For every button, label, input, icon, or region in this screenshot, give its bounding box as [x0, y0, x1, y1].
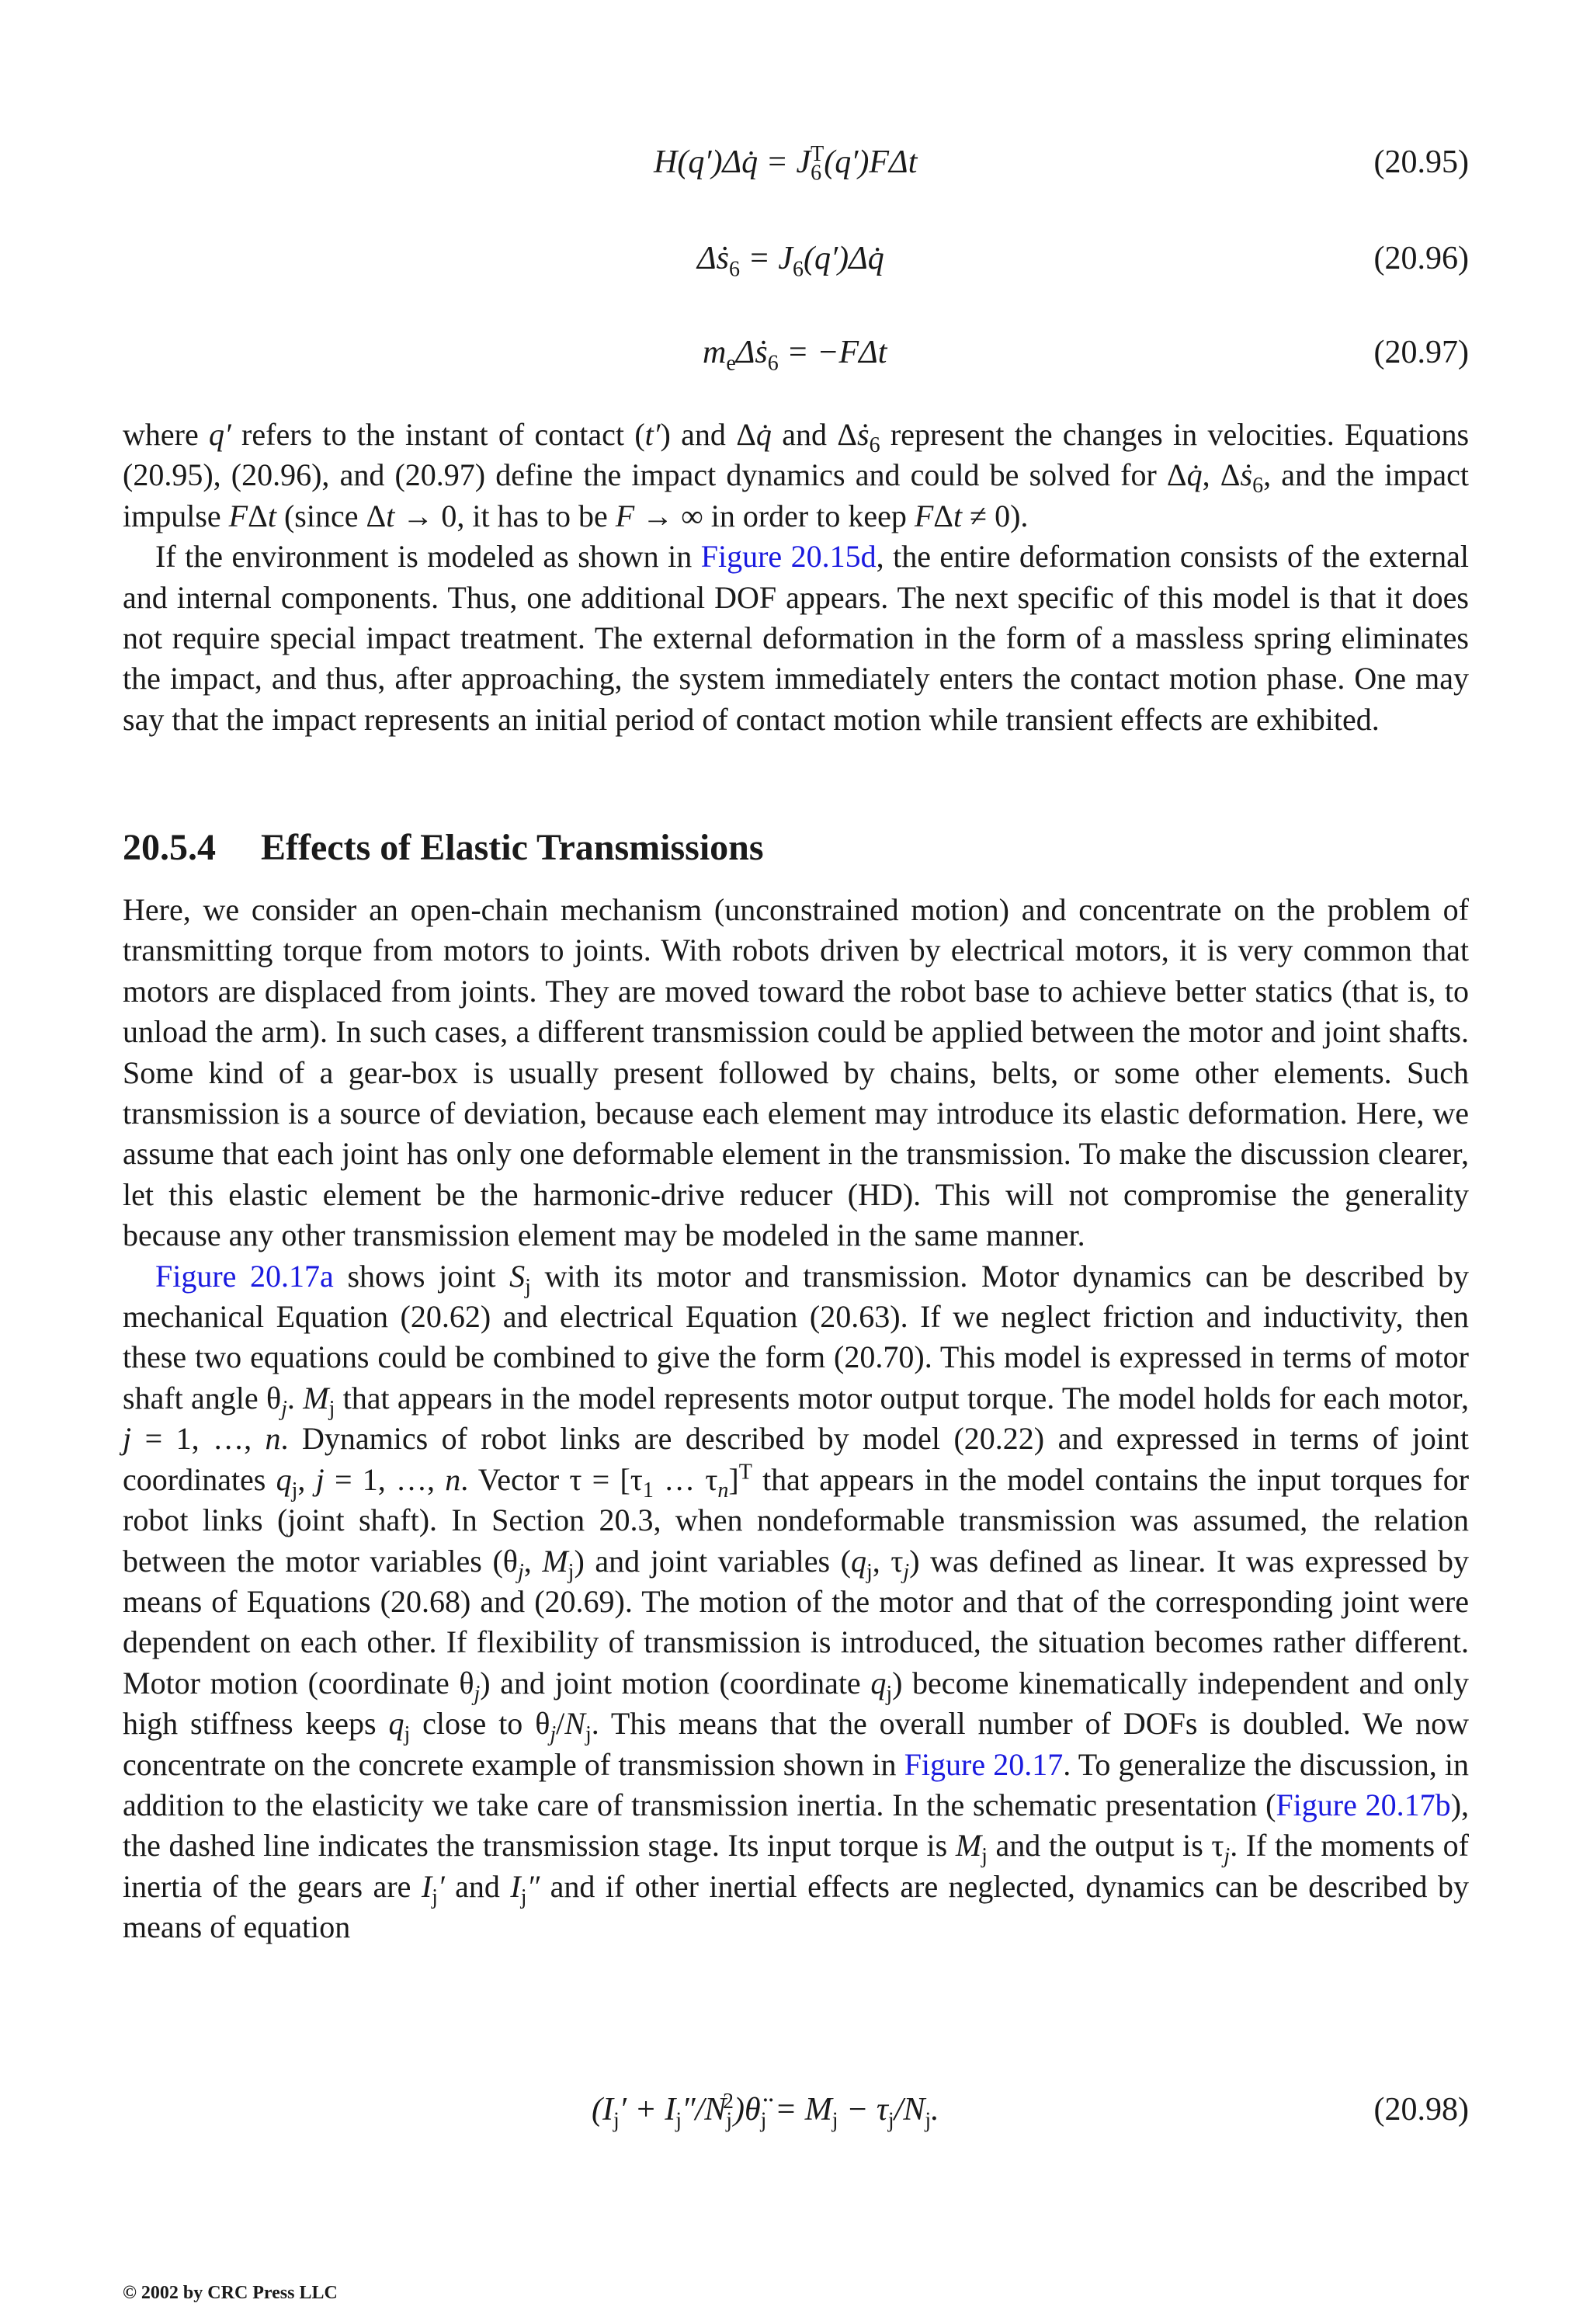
equation-number: (20.95) — [1373, 144, 1469, 180]
equation-body: $m_e\Delta ṡ_6 = -F\Delta t$ — [703, 335, 887, 376]
equation-body: Δṡ$_6$ = $J_6(q')\Delta q̇$ — [697, 241, 884, 282]
paragraph-joint-dynamics: Figure 20.17a shows joint $S_j$ with its motor and transmission. Motor dynamics can be described by mechanical Equation (20.62) and electrical Equation (20.63). If we neglect friction and inductivity, then these two equations could be combined to give the form (20.70). This model is expressed in terms of motor shaft angle $\theta_j$. $M_j$ that appears in the model represents motor output torque. The model holds for each motor, j = 1, …, n. Dynamics of robot links are described by model (20.22) and expressed in terms of joint coordinates $q_j$, j = 1, …, n. Vector $\tau = [\tau_1$ … $\tau_n]^T$ that appears in the model contains the input torques for robot links (joint shaft). In Section 20.3, when nondeformable transmission was assumed, the relation between the motor variables ($\theta_j$, $M_j$) and joint variables ($q_j$, $\tau_j$) was defined as linear. It was expressed by means of Equations (20.68) and (20.69). The motion of the motor and that of the corresponding joint were dependent on each other. If flexibility of transmission is introduced, the situation becomes rather different. Motor motion (coordinate $\theta_j$) and joint motion (coordinate $q_j$) become kinematically independent and only high stiffness keeps $q_j$ close to $\theta_j/N_j$. This means that the overall number of DOFs is doubled. We now concentrate on the concrete example of transmission shown in Figure 20.17. To generalize the discussion, in addition to the elasticity we take care of transmission inertia. In the schematic presentation (Figure 20.17b), the dashed line indicates the transmission stage. Its input torque is $M_j$ and the output is $\tau_j$. If the moments of inertia of the gears are $I_j'$ and $I_j''$ and if other inertial effects are neglected, dynamics can be described by means of equation — [123, 1258, 1470, 1945]
link-figure-20-17b[interactable]: Figure 20.17b — [1276, 1787, 1451, 1822]
copyright-notice: © 2002 by CRC Press LLC — [123, 2283, 338, 2303]
section-number: 20.5.4 — [123, 827, 216, 868]
text-block-1 — [123, 415, 1469, 740]
equation-body: H(q′)Δq̇ = $J_6^T(q')F\Delta t$ — [654, 142, 918, 186]
section-title: Effects of Elastic Transmissions — [261, 827, 764, 868]
section-heading — [123, 825, 764, 871]
link-figure-20-15d[interactable]: Figure 20.15d — [700, 539, 877, 575]
link-figure-20-17[interactable]: Figure 20.17 — [904, 1746, 1064, 1782]
equation-number: (20.98) — [1373, 2092, 1469, 2128]
text-block-2 — [123, 890, 1469, 1948]
paragraph-impact-dynamics: where q′ refers to the instant of contact (t′) and Δq̇ and Δṡ$_6$ represent the changes in velocities. Equations (20.95), (20.96), and (20.97) define the impact dynamics and could be solved for Δq̇, Δṡ$_6$, and the impact impulse FΔt (since Δt → 0, it has to be F → ∞ in order to keep FΔt ≠ 0). — [123, 417, 1470, 533]
paragraph-environment-model: If the environment is modeled as shown in Figure 20.15d, the entire deformation consists of the external and internal components. Thus, one additional DOF appears. The next specific of this model is that it does not require special impact treatment. The external deformation in the form of a massless spring eliminates the impact, and thus, after approaching, the system immediately enters the contact motion phase. One may say that the impact represents an initial period of contact motion while transient effects are exhibited. — [123, 539, 1469, 737]
equation-number: (20.96) — [1373, 241, 1469, 276]
paragraph-transmission-intro: Here, we consider an open-chain mechanism (unconstrained motion) and concentrate on the problem of transmitting torque from motors to joints. With robots driven by electrical motors, it is very common that motors are displaced from joints. They are moved toward the robot base to achieve better statics (that is, to unload the arm). In such cases, a different transmission could be applied between the motor and joint shafts. Some kind of a gear-box is usually present followed by chains, belts, or some other elements. Such transmission is a source of deviation, because each element may introduce its elastic deformation. Here, we assume that each joint has only one deformable element in the transmission. To make the discussion clearer, let this elastic element be the harmonic-drive reducer (HD). This will not compromise the generality because any other transmission element may be modeled in the same manner. — [123, 892, 1469, 1253]
equation-body: ($I_j'$ + $I_j''/N_j^2)\thetä_j = M_j - \tau_j/N_j$. — [592, 2090, 939, 2133]
link-figure-20-17a[interactable]: Figure 20.17a — [155, 1258, 334, 1294]
equation-number: (20.97) — [1373, 335, 1469, 370]
